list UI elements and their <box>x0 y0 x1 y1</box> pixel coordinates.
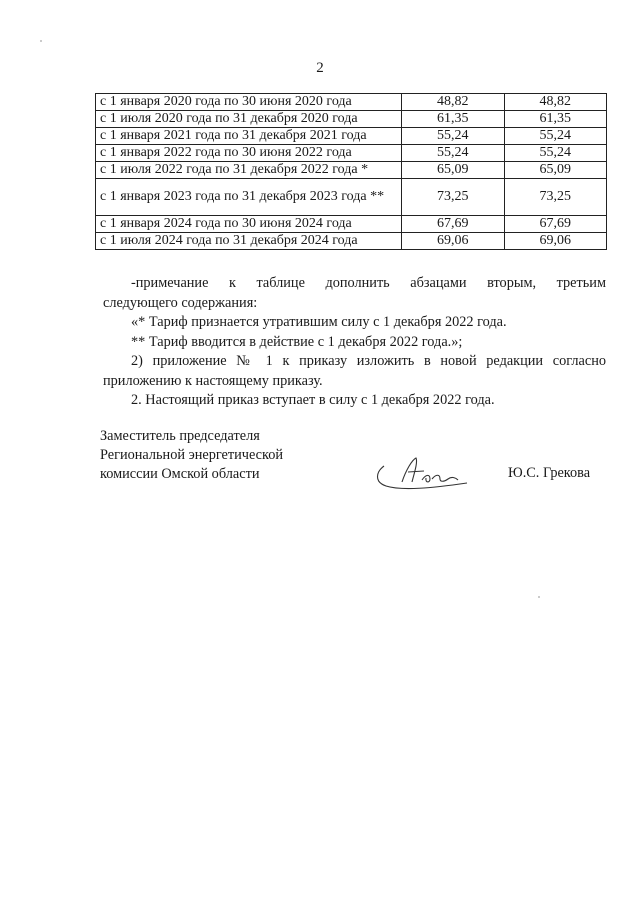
value-cell: 61,35 <box>402 111 505 128</box>
footnote-1: «* Тариф признается утратившим силу с 1 декабря 2022 года. <box>131 314 507 330</box>
scan-speck <box>40 40 42 42</box>
period-cell: с 1 января 2022 года по 30 июня 2022 года <box>96 145 402 162</box>
page-number: 2 <box>316 60 324 76</box>
table-row <box>96 94 607 111</box>
table-row <box>96 233 607 250</box>
table-row <box>96 179 607 216</box>
item-3: 2. Настоящий приказ вступает в силу с 1 декабря 2022 года. <box>131 392 495 408</box>
signatory-line2: Региональной энергетической <box>100 447 284 463</box>
value-cell: 69,06 <box>504 233 607 250</box>
value-cell: 73,25 <box>402 179 505 216</box>
value-cell: 69,06 <box>402 233 505 250</box>
period-cell: с 1 июля 2024 года по 31 декабря 2024 года <box>96 233 402 250</box>
value-cell: 55,24 <box>402 145 505 162</box>
value-cell: 73,25 <box>504 179 607 216</box>
item-2-line1: 2) приложение № 1 к приказу изложить в новой редакции согласно <box>131 353 606 369</box>
signature-icon <box>372 452 482 497</box>
signatory-line3: комиссии Омской области <box>100 466 260 482</box>
value-cell: 55,24 <box>402 128 505 145</box>
footnote-2: ** Тариф вводится в действие с 1 декабря 2022 года.»; <box>131 333 463 350</box>
table-row <box>96 216 607 233</box>
table-row <box>96 111 607 128</box>
signatory-line1: Заместитель председателя <box>100 428 260 444</box>
value-cell: 55,24 <box>504 145 607 162</box>
scan-speck <box>538 596 540 598</box>
table-row <box>96 162 607 179</box>
body-text <box>103 274 606 411</box>
value-cell: 65,09 <box>504 162 607 179</box>
tariff-table <box>95 93 607 250</box>
value-cell: 55,24 <box>504 128 607 145</box>
signatory-name: Ю.С. Грекова <box>508 465 591 481</box>
note-intro-line2: следующего содержания: <box>103 294 258 311</box>
period-cell: с 1 января 2021 года по 31 декабря 2021 года <box>96 128 402 145</box>
table-row <box>96 128 607 145</box>
period-cell: с 1 июля 2020 года по 31 декабря 2020 года <box>96 111 402 128</box>
period-cell: с 1 января 2020 года по 30 июня 2020 года <box>96 94 402 111</box>
value-cell: 61,35 <box>504 111 607 128</box>
signatory-title <box>100 427 283 484</box>
note-intro-line1: -примечание к таблице дополнить абзацами вторым, третьим <box>131 275 606 291</box>
period-cell: с 1 января 2023 года по 31 декабря 2023 года ** <box>96 179 402 216</box>
item-2-line2: приложению к настоящему приказу. <box>103 372 323 389</box>
table-row <box>96 145 607 162</box>
value-cell: 48,82 <box>402 94 505 111</box>
value-cell: 67,69 <box>402 216 505 233</box>
value-cell: 65,09 <box>402 162 505 179</box>
period-cell: с 1 июля 2022 года по 31 декабря 2022 года * <box>96 162 402 179</box>
value-cell: 48,82 <box>504 94 607 111</box>
period-cell: с 1 января 2024 года по 30 июня 2024 года <box>96 216 402 233</box>
value-cell: 67,69 <box>504 216 607 233</box>
